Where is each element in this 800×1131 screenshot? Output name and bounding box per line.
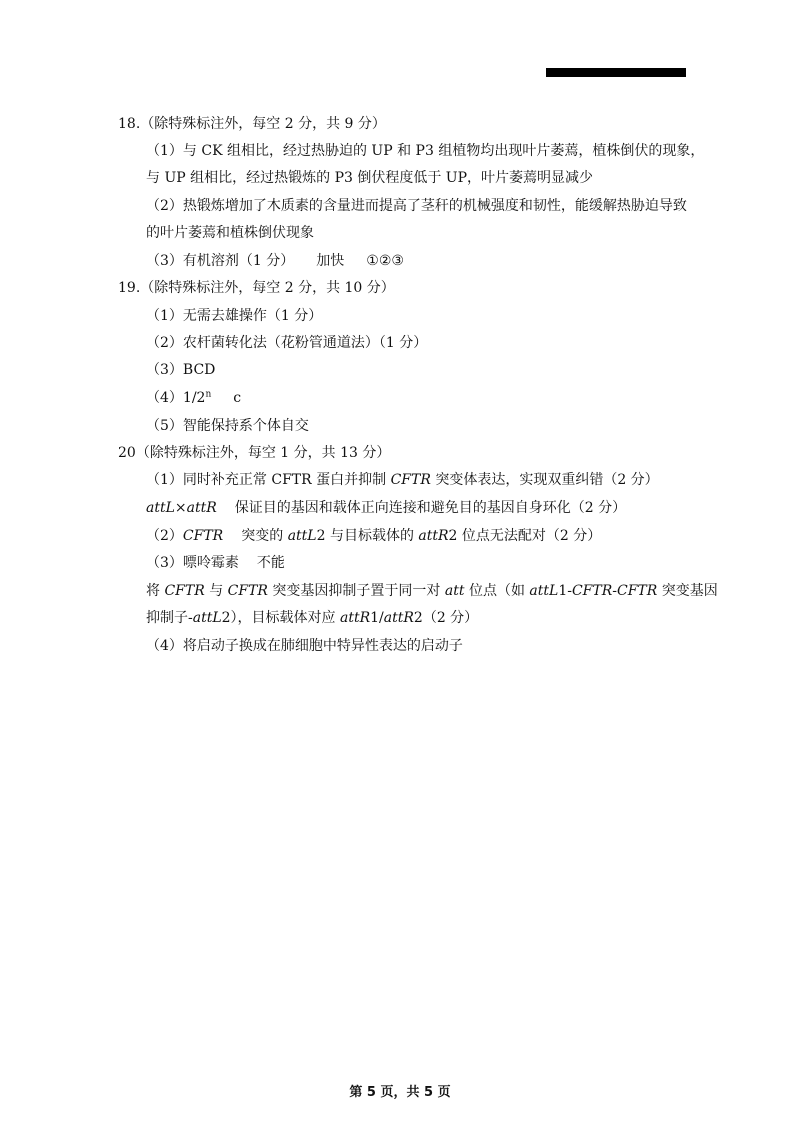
q18-header: 18.（除特殊标注外，每空 2 分，共 9 分） (118, 116, 386, 132)
q20-answer-3c-t4: 位点（如 (464, 583, 530, 599)
q20-answer-3c-e1: CFTR (164, 583, 205, 599)
q20-answer-3d-e1: attL (192, 610, 222, 626)
q20-answer-3c-e5: CFTR (571, 583, 613, 599)
q18-answer-3 (146, 251, 404, 271)
q20-answer-3d (146, 608, 478, 628)
q19-answer-1: （1）无需去雄操作（1 分） (146, 308, 323, 324)
q20-answer-1c-text: 保证目的基因和载体正向连接和避免目的基因自身环化（2 分） (234, 500, 627, 516)
q18-answer-3b: 加快 (316, 253, 345, 269)
q18-answer-2a: （2）热锻炼增加了木质素的含量进而提高了茎秆的机械强度和韧性，能缓解热胁迫导致 (146, 198, 687, 214)
q19-answer-3: （3）BCD (146, 362, 216, 378)
q20-answer-3c-e2: CFTR (227, 583, 268, 599)
header-bar (546, 68, 686, 77)
q20-answer-1c-sites: attL×attR (146, 500, 217, 516)
q18-answer-3a: （3）有机溶剂（1 分） (146, 253, 295, 269)
q20-answer-3b: 不能 (256, 555, 285, 571)
q20-answer-3d-t1: 抑制子- (146, 610, 193, 626)
q20-answer-3c-t5: 1- (558, 583, 572, 599)
q20-answer-1 (146, 470, 659, 490)
q19-answer-4-prefix: （4）1/2 (146, 390, 206, 406)
q20-answer-2 (146, 526, 601, 546)
q20-answer-2-gene: CFTR (182, 528, 224, 544)
q20-answer-2-text-a: 突变的 (241, 528, 288, 544)
q20-answer-3a: （3）嘌呤霉素 (146, 555, 239, 571)
q20-header: 20（除特殊标注外，每空 1 分，共 13 分） (118, 445, 391, 461)
q20-answer-1-gene: CFTR (390, 472, 431, 488)
q20-answer-4: （4）将启动子换成在肺细胞中特异性表达的启动子 (146, 638, 463, 654)
q20-answer-2-site-a: attL (287, 528, 317, 544)
q20-answer-2-text-b: 2 与目标载体的 (316, 528, 419, 544)
q20-answer-3c-t7: 突变基因 (657, 583, 718, 599)
q20-answer-3c-t3: 突变基因抑制子置于同一对 (267, 583, 445, 599)
page-footer: 第 5 页，共 5 页 (349, 1085, 451, 1100)
q20-answer-2-site-b: attR (418, 528, 449, 544)
q20-answer-3c-e4: attL (529, 583, 559, 599)
q20-answer-1-text-a: （1）同时补充正常 CFTR 蛋白并抑制 (146, 472, 391, 488)
q20-answer-3 (146, 553, 285, 573)
q20-answer-1-text-b: 突变体表达，实现双重纠错（2 分） (430, 472, 659, 488)
q19-answer-4 (146, 388, 241, 408)
q19-answer-4b: c (233, 390, 242, 406)
q18-answer-3c: ①②③ (366, 253, 404, 269)
q19-answer-4-sup: n (205, 389, 212, 400)
q20-answer-3c-t6: - (612, 583, 617, 599)
q20-answer-1c (146, 498, 626, 518)
q20-answer-2-label: （2） (146, 528, 183, 544)
q18-answer-2b: 的叶片萎蔫和植株倒伏现象 (146, 225, 314, 241)
q19-answer-5: （5）智能保持系个体自交 (146, 418, 309, 434)
q20-answer-3c (146, 581, 718, 601)
q20-answer-3d-t3: 1/ (370, 610, 384, 626)
q20-answer-3c-e3: att (444, 583, 465, 599)
q20-answer-3d-t2: 2），目标载体对应 (221, 610, 340, 626)
q20-answer-2-text-c: 2 位点无法配对（2 分） (448, 528, 602, 544)
q19-answer-2: （2）农杆菌转化法（花粉管通道法）（1 分） (146, 335, 428, 351)
q20-answer-3c-e6: CFTR (617, 583, 658, 599)
q20-answer-3c-t2: 与 (204, 583, 228, 599)
q20-answer-3d-t4: 2（2 分） (413, 610, 479, 626)
q19-header: 19.（除特殊标注外，每空 2 分，共 10 分） (118, 280, 395, 296)
q20-answer-3d-e2: attR (340, 610, 371, 626)
q20-answer-3c-t1: 将 (146, 583, 165, 599)
q18-answer-1a: （1）与 CK 组相比，经过热胁迫的 UP 和 P3 组植物均出现叶片萎蔫，植株倒伏的现象， (146, 143, 705, 159)
q20-answer-3d-e3: attR (383, 610, 414, 626)
q18-answer-1b: 与 UP 组相比，经过热锻炼的 P3 倒伏程度低于 UP，叶片萎蔫明显减少 (146, 170, 594, 186)
